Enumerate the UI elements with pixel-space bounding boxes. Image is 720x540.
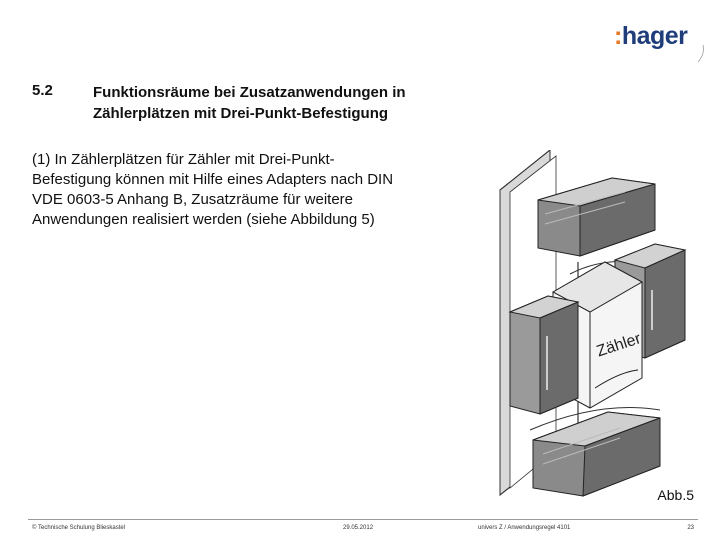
body-line-1: (1) In Zählerplätzen für Zähler mit Drei-Punkt- <box>32 151 335 168</box>
footer-page-number: 23 <box>687 525 694 531</box>
body-paragraph <box>32 150 472 230</box>
footer-divider <box>28 519 698 520</box>
hager-logo <box>614 22 687 51</box>
body-line-2: Befestigung können mit Hilfe eines Adapters nach DIN <box>32 171 394 188</box>
meter-panel-illustration <box>478 150 708 510</box>
left-module <box>510 296 578 414</box>
section-title-line-1: Funktionsräume bei Zusatzanwendungen in <box>93 84 406 101</box>
body-line-4: Anwendungen realisiert werden (siehe Abbildung 5) <box>32 211 375 228</box>
figure-caption: Abb.5 <box>657 487 694 503</box>
section-number: 5.2 <box>32 82 53 99</box>
meter-label: Zähler <box>594 330 644 361</box>
footer-date: 29.05.2012 <box>343 525 374 531</box>
footer-reference: univers Z / Anwendungsregel 4101 <box>478 525 571 531</box>
section-title-line-2: Zählerplätzen mit Drei-Punkt-Befestigung <box>93 105 389 122</box>
logo-text: hager <box>621 22 688 50</box>
logo-dots: : <box>614 22 622 50</box>
section-title <box>93 82 493 124</box>
body-line-3: VDE 0603-5 Anhang B, Zusatzräume für weitere <box>32 191 354 208</box>
footer-copyright: © Technische Schulung Blieskastel <box>32 525 126 531</box>
logo-swoosh-icon <box>696 44 706 64</box>
